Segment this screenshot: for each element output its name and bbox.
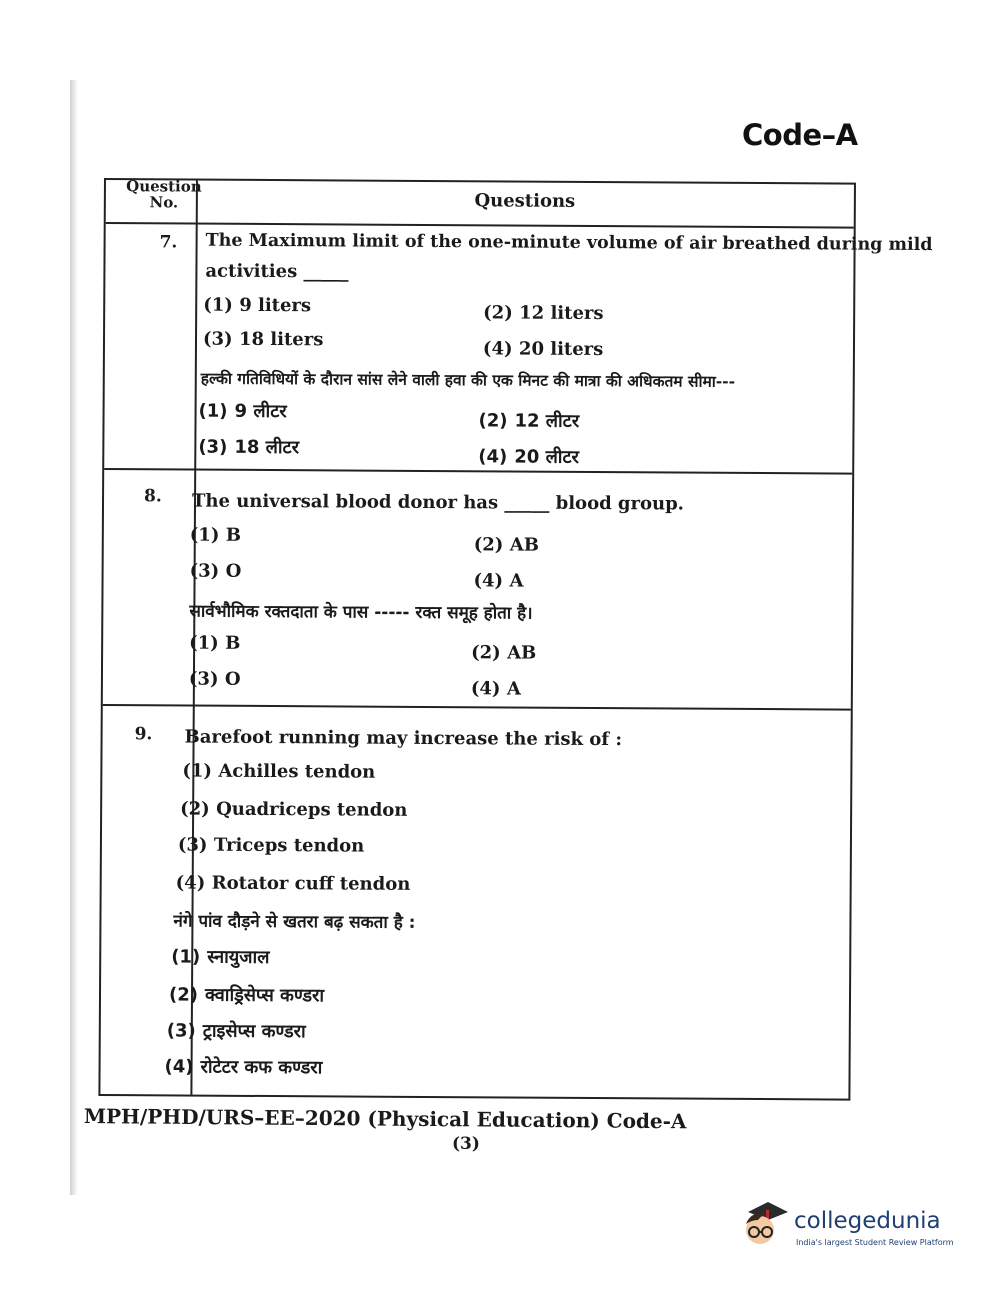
option-1: (1) 9 liters [203, 294, 312, 317]
option-4: (4) A [473, 570, 524, 592]
hindi-option-3: (3) 18 लीटर [198, 436, 300, 459]
question-text-hindi: हल्की गतिविधियों के दौरान सांस लेने वाली हवा की एक मिनट की मात्रा की अधिकतम सीमा--- [200, 369, 736, 391]
hindi-option-4: (4) रोटेटर कफ कण्डरा [164, 1056, 323, 1079]
hindi-option-4: (4) 20 लीटर [478, 446, 579, 468]
hindi-option-3: (3) O [188, 668, 241, 690]
question-text: Barefoot running may increase the risk of : [184, 726, 623, 751]
option-4: (4) Rotator cuff tendon [175, 872, 411, 895]
paper-code-label: Code–A [742, 118, 858, 152]
hindi-option-1: (1) स्नायुजाल [171, 946, 270, 969]
hindi-option-1: (1) 9 लीटर [198, 400, 287, 423]
option-2: (2) 12 liters [483, 302, 604, 325]
header-divider [106, 222, 854, 229]
hindi-option-4: (4) A [470, 678, 521, 700]
option-2: (2) Quadriceps tendon [180, 798, 408, 821]
question-number: 9. [134, 724, 153, 745]
option-3: (3) 18 liters [202, 328, 324, 351]
hindi-option-1: (1) B [189, 632, 241, 654]
option-4: (4) 20 liters [482, 338, 604, 361]
option-3: (3) Triceps tendon [177, 834, 365, 857]
hindi-option-2: (2) क्वाड्रिसेप्स कण्डरा [168, 984, 325, 1007]
question-number: 7. [159, 232, 178, 253]
option-1: (1) Achilles tendon [182, 760, 376, 783]
paper-footer: MPH/PHD/URS–EE–2020 (Physical Education) Code-A [83, 1104, 687, 1134]
question-text: The Maximum limit of the one-minute volume of air breathed during mild [205, 230, 933, 256]
hindi-option-2: (2) 12 लीटर [478, 410, 580, 432]
option-3: (3) O [189, 560, 242, 582]
option-1: (1) B [189, 524, 242, 546]
header-question-no: Question No. [126, 177, 202, 212]
question-text-hindi: सार्वभौमिक रक्तदाता के पास ----- रक्त समूह होता है। [189, 601, 533, 624]
student-mascot-icon [738, 1198, 792, 1254]
header-questions: Questions [474, 190, 576, 212]
question-text-cont: activities _____ [205, 260, 349, 283]
row-divider-8-9 [103, 704, 851, 711]
scan-edge-shadow [70, 80, 78, 1195]
question-text: The universal blood donor has _____ blood group. [191, 490, 685, 515]
brand-tagline: India's largest Student Review Platform [796, 1238, 954, 1247]
questions-table [98, 177, 933, 1101]
hindi-option-2: (2) AB [471, 642, 537, 664]
question-number: 8. [143, 486, 162, 507]
brand-name: collegedunia [794, 1208, 941, 1234]
collegedunia-watermark [738, 1198, 963, 1260]
question-text-hindi: नंगे पांव दौड़ने से खतरा बढ़ सकता है : [173, 911, 416, 933]
option-2: (2) AB [473, 534, 540, 556]
row-divider-7-8 [104, 468, 852, 475]
page-number: (3) [452, 1134, 480, 1154]
hindi-option-3: (3) ट्राइसेप्स कण्डरा [166, 1020, 306, 1043]
